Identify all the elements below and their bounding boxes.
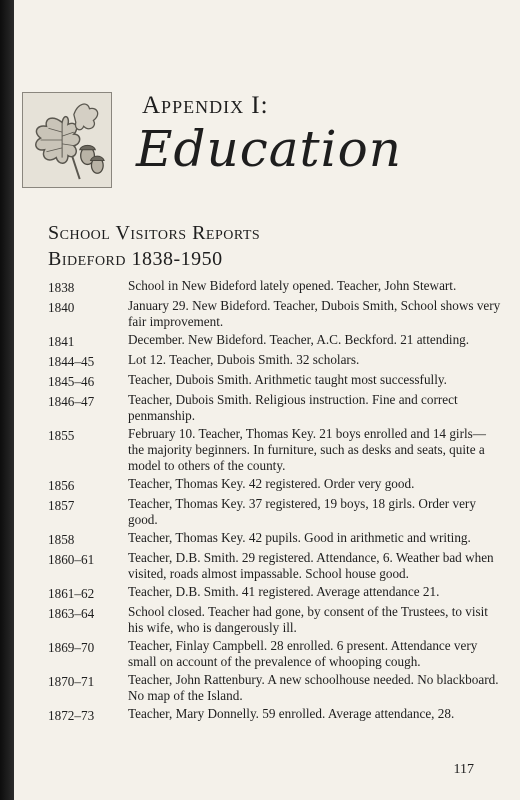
entry-year: 1860–61: [48, 552, 95, 567]
entry-text: Teacher, D.B. Smith. 29 registered. Attendance, 6. Weather bad when visited, roads almost impassable. School house good.: [128, 550, 494, 581]
entry-year: 1855: [48, 428, 75, 443]
report-entry: [48, 476, 502, 494]
entry-text: School closed. Teacher had gone, by consent of the Trustees, to visit his wife, who is dangerously ill.: [128, 604, 488, 635]
report-entry: [48, 332, 502, 350]
entry-text: December. New Bideford. Teacher, A.C. Beckford. 21 attending.: [128, 332, 470, 347]
report-entry: [48, 584, 502, 602]
entry-year: 1869–70: [48, 640, 95, 655]
oak-leaf-acorn-emblem: [22, 92, 112, 188]
entry-year: 1838: [48, 280, 75, 295]
report-entry: [48, 278, 502, 296]
entry-text: Teacher, Finlay Campbell. 28 enrolled. 6 present. Attendance very small on account of the prevalence of whooping cough.: [128, 638, 478, 669]
appendix-title: Education: [136, 120, 402, 178]
entry-text: Teacher, John Rattenbury. A new schoolhouse needed. No blackboard. No map of the Island.: [128, 672, 499, 703]
entry-year: 1870–71: [48, 674, 95, 689]
entry-year: 1861–62: [48, 586, 95, 601]
section-title: School Visitors Reports: [48, 222, 261, 244]
entry-year: 1857: [48, 498, 75, 513]
report-entries: [48, 278, 502, 726]
report-entry: [48, 298, 502, 330]
report-entry: [48, 496, 502, 528]
entry-text: January 29. New Bideford. Teacher, Dubois Smith, School shows very fair improvement.: [128, 298, 501, 329]
entry-text: Teacher, Mary Donnelly. 59 enrolled. Average attendance, 28.: [128, 706, 455, 721]
entry-text: Teacher, Thomas Key. 37 registered, 19 boys, 18 girls. Order very good.: [128, 496, 476, 527]
entry-text: School in New Bideford lately opened. Teacher, John Stewart.: [128, 278, 457, 293]
report-entry: [48, 352, 502, 370]
report-entry: [48, 638, 502, 670]
entry-text: Teacher, Thomas Key. 42 registered. Order very good.: [128, 476, 415, 491]
entry-text: Teacher, Dubois Smith. Religious instruction. Fine and correct penmanship.: [128, 392, 458, 423]
entry-year: 1858: [48, 532, 75, 547]
binding-shadow: [0, 0, 14, 800]
entry-year: 1856: [48, 478, 75, 493]
entry-text: Lot 12. Teacher, Dubois Smith. 32 scholars.: [128, 352, 360, 367]
entry-year: 1841: [48, 334, 75, 349]
entry-text: Teacher, Thomas Key. 42 pupils. Good in arithmetic and writing.: [128, 530, 471, 545]
report-entry: [48, 426, 502, 474]
report-entry: [48, 706, 502, 724]
entry-year: 1872–73: [48, 708, 95, 723]
entry-text: February 10. Teacher, Thomas Key. 21 boys enrolled and 14 girls—the majority beginners. In furniture, such as desks and seats, quite a model to others of the county.: [128, 426, 486, 473]
oak-leaf-icon: [23, 93, 111, 187]
entry-year: 1863–64: [48, 606, 95, 621]
entry-year: 1845–46: [48, 374, 95, 389]
book-page: [14, 0, 520, 800]
entry-text: Teacher, Dubois Smith. Arithmetic taught most successfully.: [128, 372, 447, 387]
entry-text: Teacher, D.B. Smith. 41 registered. Average attendance 21.: [128, 584, 440, 599]
report-entry: [48, 672, 502, 704]
report-entry: [48, 372, 502, 390]
page-number: 117: [453, 762, 474, 777]
report-entry: [48, 392, 502, 424]
entry-year: 1840: [48, 300, 75, 315]
appendix-label: Appendix I:: [142, 92, 269, 119]
section-subtitle: Bideford 1838-1950: [48, 248, 223, 270]
report-entry: [48, 550, 502, 582]
entry-year: 1844–45: [48, 354, 95, 369]
report-entry: [48, 530, 502, 548]
report-entry: [48, 604, 502, 636]
entry-year: 1846–47: [48, 394, 95, 409]
